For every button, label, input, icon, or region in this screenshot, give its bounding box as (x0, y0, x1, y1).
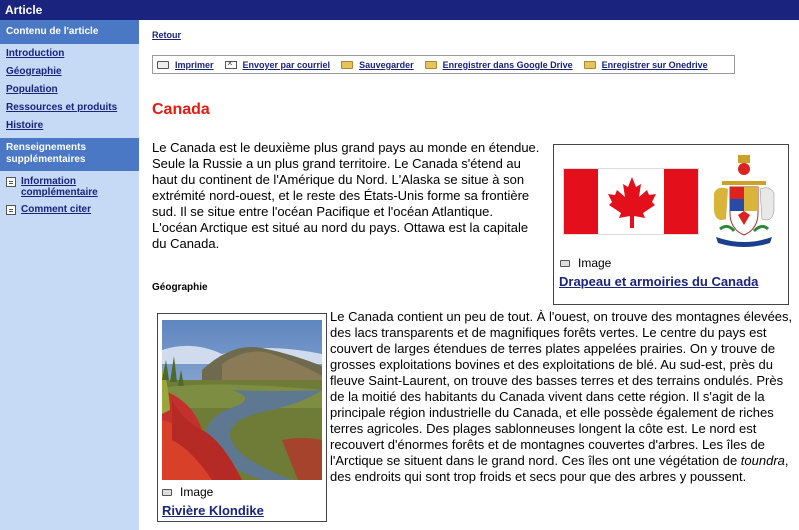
app-title-bar (0, 0, 799, 20)
geographie-text-emphasis: toundra (740, 453, 785, 468)
onedrive-label: Enregistrer sur Onedrive (601, 59, 708, 70)
sidebar-item-introduction[interactable]: Introduction (6, 48, 65, 59)
geographie-text-part-1: Le Canada contient un peu de tout. À l'ouest, on trouve des montagnes élevées, des lacs transparents et de magnifiques forêts vertes. Le centre du pays est couvert de larges étendues de terres plates appelées prairies. On y trouve de grosses exploitations bovines et des exploitations de blé. Au sud-est, près du fleuve Saint-Laurent, on trouve des basses terres et des terrains ondulés. Près de la moitié des habitants du Canada vivent dans cette région. Il s'agit de la principale région industrielle du Canada, et elle possède également de riches terres agricoles. Des plages sablonneuses longent la côte est. Le nord est recouvert d'énormes forêts et de montagnes couvertes d'arbres. Les îles de l'Arctique se situent dans le grand nord. Ces îles ont une végétation de (330, 309, 793, 468)
email-button[interactable] (225, 60, 331, 70)
save-button[interactable] (341, 60, 414, 70)
email-label: Envoyer par courriel (242, 59, 331, 70)
document-icon (6, 205, 16, 215)
article-main (152, 20, 799, 530)
app-title: Article (5, 3, 43, 17)
folder-icon (584, 61, 596, 69)
print-label: Imprimer (175, 59, 214, 70)
sidebar-item-population[interactable]: Population (6, 84, 58, 95)
document-icon (6, 177, 16, 187)
print-button[interactable] (157, 60, 214, 70)
article-toolbar (152, 55, 735, 74)
canada-flag-image[interactable] (563, 168, 699, 235)
flag-figure (553, 144, 789, 305)
page-title: Canada (152, 101, 210, 118)
google-drive-button[interactable] (425, 60, 573, 70)
envelope-icon (225, 61, 237, 69)
maple-leaf-icon (606, 175, 658, 229)
river-image-caption (162, 485, 213, 499)
back-link[interactable]: Retour (152, 30, 181, 40)
sidebar-item-ressources[interactable]: Ressources et produits (6, 102, 118, 113)
image-label: Image (578, 256, 612, 270)
sidebar-item-histoire[interactable]: Histoire (6, 120, 44, 131)
printer-icon (157, 61, 169, 69)
intro-paragraph: Le Canada est le deuxième plus grand pays au monde en étendue. Seule la Russie a un plus grand territoire. Le Canada s'étend au haut du continent de l'Amérique du Nord. L'Alaska se situe à son extrémité nord-ouest, et le reste des États-Unis forme sa frontière sud. Il se situe entre l'océan Pacifique et l'océan Atlantique. L'océan Arctique est situé au nord du pays. Ottawa est la capitale du Canada. (152, 140, 540, 251)
geographie-text-part-2: , des endroits qui sont trop froids et secs pour que des arbres y poussent. (330, 453, 789, 484)
folder-icon (341, 61, 353, 69)
river-figure (157, 313, 327, 522)
coat-of-arms-image[interactable] (708, 153, 780, 248)
flag-image-caption (560, 256, 611, 270)
google-drive-label: Enregistrer dans Google Drive (442, 59, 573, 70)
folder-icon (425, 61, 437, 69)
sidebar-item-information-complementaire[interactable] (6, 176, 139, 198)
geographie-paragraph (330, 309, 796, 485)
sidebar-section-contents-title: Contenu de l'article (0, 20, 139, 44)
onedrive-button[interactable] (584, 60, 708, 70)
camera-icon (560, 260, 570, 267)
flag-figure-link[interactable]: Drapeau et armoiries du Canada (559, 274, 759, 289)
camera-icon (162, 489, 172, 496)
sidebar-item-label: Information complémentaire (21, 176, 98, 198)
image-label: Image (180, 485, 214, 499)
sidebar-item-label: Comment citer (21, 204, 92, 215)
sidebar-section-extra-title: Renseignements supplémentaires (0, 138, 139, 171)
section-heading-geographie: Géographie (152, 282, 208, 293)
sidebar (0, 20, 139, 530)
sidebar-item-geographie[interactable]: Géographie (6, 66, 62, 77)
save-label: Sauvegarder (359, 59, 414, 70)
klondike-river-image[interactable] (162, 320, 322, 480)
sidebar-item-comment-citer[interactable] (6, 204, 139, 215)
river-figure-link[interactable]: Rivière Klondike (162, 503, 264, 518)
